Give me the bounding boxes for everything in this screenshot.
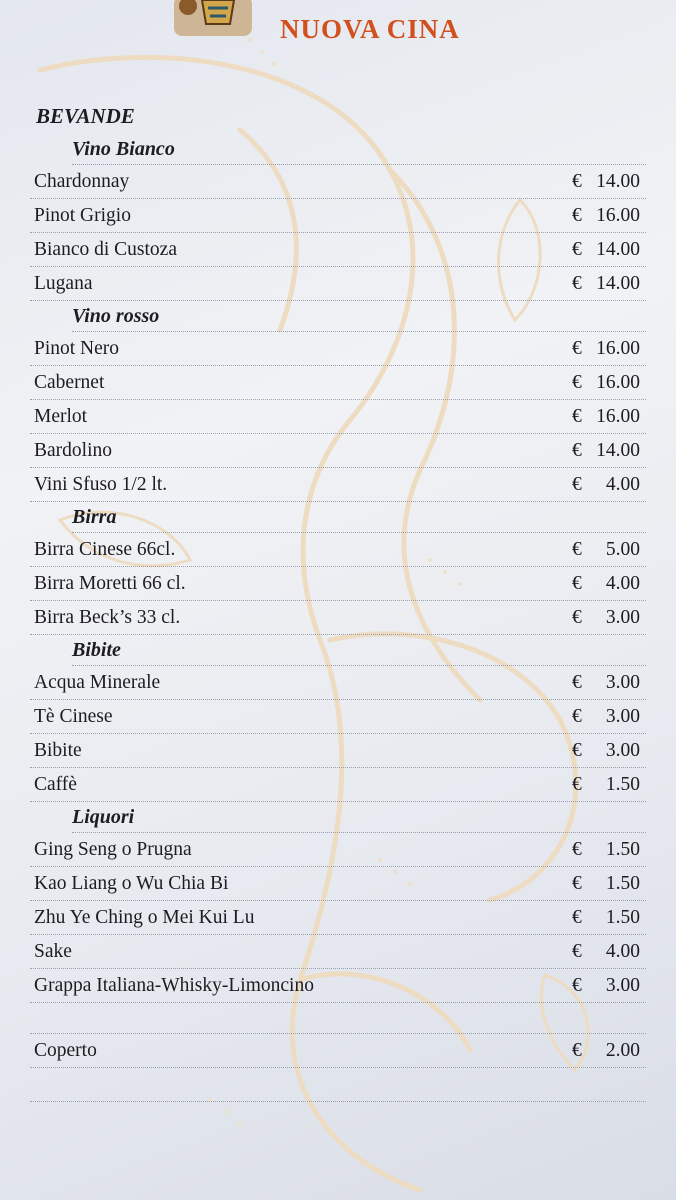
item-name: Ging Seng o Prugna <box>34 839 192 860</box>
restaurant-logo <box>172 0 254 40</box>
category-title: Birra <box>72 502 646 533</box>
item-price: 1.50 <box>605 774 640 795</box>
menu-item <box>30 901 646 935</box>
item-name: Pinot Grigio <box>34 205 131 226</box>
item-name: Acqua Minerale <box>34 672 161 693</box>
item-price: 3.00 <box>605 607 640 628</box>
currency-symbol: € <box>572 440 582 461</box>
menu-item <box>30 199 646 233</box>
item-name: Bibite <box>34 740 82 761</box>
item-name: Grappa Italiana-Whisky-Limoncino <box>34 975 314 996</box>
restaurant-name: NUOVA CINA <box>280 14 460 44</box>
item-price: 16.00 <box>596 205 640 226</box>
menu-item <box>30 434 646 468</box>
item-name: Kao Liang o Wu Chia Bi <box>34 873 229 894</box>
item-price: 1.50 <box>605 873 640 894</box>
item-price: 3.00 <box>605 740 640 761</box>
item-price: 14.00 <box>596 440 640 461</box>
item-price: 4.00 <box>605 941 640 962</box>
menu-item <box>30 366 646 400</box>
currency-symbol: € <box>572 672 582 693</box>
category-title: Vino Bianco <box>72 134 646 165</box>
item-name: Chardonnay <box>34 171 130 192</box>
item-name: Bianco di Custoza <box>34 239 177 260</box>
item-price: 4.00 <box>605 474 640 495</box>
currency-symbol: € <box>572 539 582 560</box>
currency-symbol: € <box>572 706 582 727</box>
menu-item <box>30 165 646 199</box>
menu-item <box>30 601 646 635</box>
item-price: 2.00 <box>605 1040 640 1061</box>
item-price: 16.00 <box>596 338 640 359</box>
item-name: Coperto <box>34 1040 97 1061</box>
item-name: Birra Beck’s 33 cl. <box>34 607 181 628</box>
item-price: 16.00 <box>596 406 640 427</box>
category-title: Bibite <box>72 635 646 666</box>
currency-symbol: € <box>572 474 582 495</box>
currency-symbol: € <box>572 1040 582 1061</box>
currency-symbol: € <box>572 907 582 928</box>
currency-symbol: € <box>572 573 582 594</box>
currency-symbol: € <box>572 774 582 795</box>
divider <box>30 1003 646 1034</box>
section-title: BEVANDE <box>36 104 135 128</box>
menu-item <box>30 468 646 502</box>
menu-item <box>30 867 646 901</box>
item-price: 14.00 <box>596 273 640 294</box>
currency-symbol: € <box>572 740 582 761</box>
currency-symbol: € <box>572 171 582 192</box>
currency-symbol: € <box>572 941 582 962</box>
item-name: Bardolino <box>34 440 112 461</box>
category-title: Liquori <box>72 802 646 833</box>
menu-item <box>30 233 646 267</box>
menu-item <box>30 666 646 700</box>
item-name: Caffè <box>34 774 77 795</box>
menu-item <box>30 533 646 567</box>
restaurant-header <box>0 0 676 50</box>
item-price: 1.50 <box>605 907 640 928</box>
drinks-menu <box>30 98 646 1102</box>
currency-symbol: € <box>572 239 582 260</box>
item-price: 3.00 <box>605 672 640 693</box>
currency-symbol: € <box>572 372 582 393</box>
menu-item <box>30 267 646 301</box>
item-name: Birra Cinese 66cl. <box>34 539 176 560</box>
item-name: Merlot <box>34 406 88 427</box>
item-price: 5.00 <box>605 539 640 560</box>
menu-item <box>30 969 646 1003</box>
item-price: 1.50 <box>605 839 640 860</box>
item-price: 16.00 <box>596 372 640 393</box>
currency-symbol: € <box>572 873 582 894</box>
menu-categories <box>30 134 646 1003</box>
menu-item-coperto <box>30 1034 646 1068</box>
item-name: Vini Sfuso 1/2 lt. <box>34 474 168 495</box>
item-name: Lugana <box>34 273 93 294</box>
menu-item <box>30 400 646 434</box>
menu-item <box>30 833 646 867</box>
menu-item <box>30 567 646 601</box>
currency-symbol: € <box>572 975 582 996</box>
item-price: 14.00 <box>596 239 640 260</box>
menu-item <box>30 768 646 802</box>
empty-row <box>30 1068 646 1102</box>
item-name: Sake <box>34 941 72 962</box>
item-price: 3.00 <box>605 706 640 727</box>
category-title: Vino rosso <box>72 301 646 332</box>
menu-item <box>30 734 646 768</box>
menu-item <box>30 935 646 969</box>
menu-item <box>30 700 646 734</box>
item-price: 14.00 <box>596 171 640 192</box>
item-name: Cabernet <box>34 372 105 393</box>
currency-symbol: € <box>572 273 582 294</box>
currency-symbol: € <box>572 338 582 359</box>
item-price: 4.00 <box>605 573 640 594</box>
item-name: Tè Cinese <box>34 706 113 727</box>
currency-symbol: € <box>572 607 582 628</box>
currency-symbol: € <box>572 406 582 427</box>
item-price: 3.00 <box>605 975 640 996</box>
currency-symbol: € <box>572 205 582 226</box>
currency-symbol: € <box>572 839 582 860</box>
item-name: Birra Moretti 66 cl. <box>34 573 186 594</box>
item-name: Pinot Nero <box>34 338 120 359</box>
item-name: Zhu Ye Ching o Mei Kui Lu <box>34 907 255 928</box>
menu-item <box>30 332 646 366</box>
